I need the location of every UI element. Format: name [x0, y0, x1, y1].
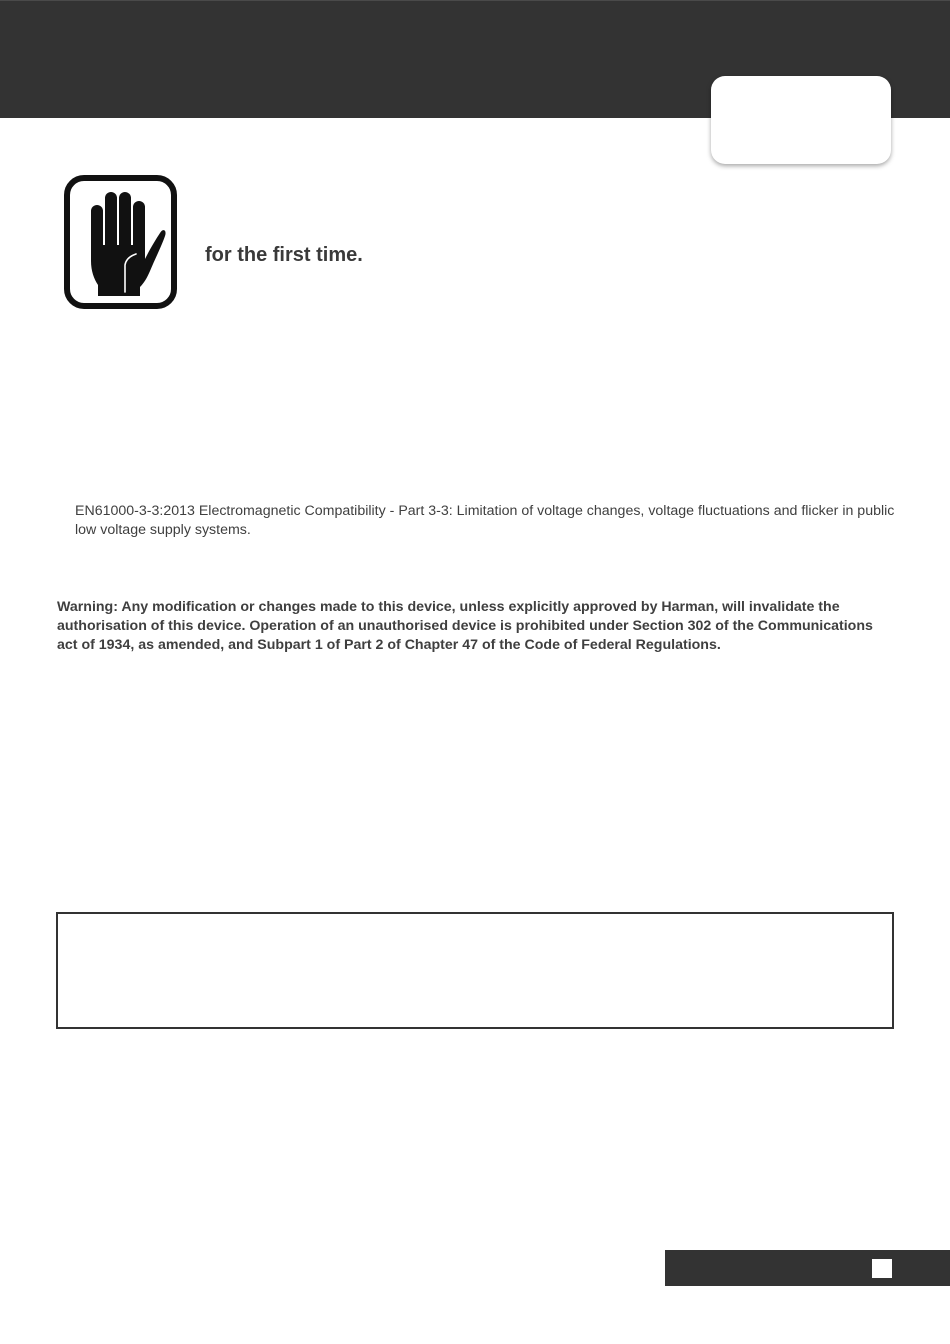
footer-bar — [665, 1250, 950, 1286]
standard-en61000-text: EN61000-3-3:2013 Electromagnetic Compatibility - Part 3-3: Limitation of voltage changes, voltage fluctuations and flicker in public low voltage supply systems. — [75, 503, 895, 538]
warning-text: Warning: Any modification or changes made to this device, unless explicitly approved by Harman, will invalidate the authorisation of this device. Operation of an unauthorised device is prohibited under Section 302 of the Communications act of 1934, as amended, and Subpart 1 of Part 2 of Chapter 47 of the Code of Federal Regulations. — [57, 599, 873, 653]
raised-hand-icon — [64, 175, 177, 309]
intro-text: for the first time. — [205, 244, 363, 266]
notice-box — [56, 912, 894, 1029]
header-tab — [711, 76, 891, 164]
page-number-box — [872, 1259, 892, 1278]
